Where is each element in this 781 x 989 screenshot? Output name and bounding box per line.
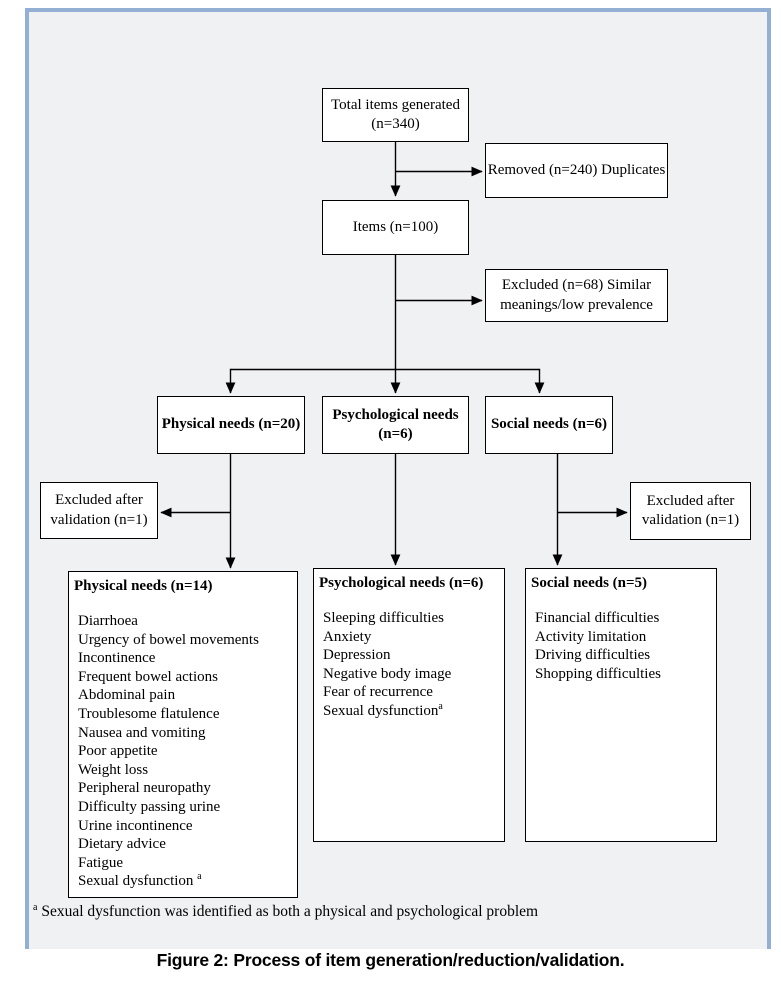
list-item: Troublesome flatulence [78,705,220,722]
flow-box-physical-needs [157,396,305,454]
flow-box-excluded-left [40,482,158,539]
flow-box-label: Physical needs (n=20) [161,416,301,433]
flow-box-title: Psychological needs (n=6) [319,575,484,591]
social-needs-list [531,609,712,683]
flow-box-removed-duplicates [485,143,668,198]
flow-box-psychological-needs [322,396,469,454]
list-item: Negative body image [323,665,452,682]
footnote-text: Sexual dysfunction was identified as both a physical and psychological problem [41,903,539,920]
list-item: Sleeping difficulties [323,610,444,626]
list-item: Abdominal pain [78,687,176,704]
list-item: Driving difficulties [535,647,651,664]
footnote [33,903,538,921]
list-item: Excluded (n=68) Similar [501,277,652,294]
footnote-marker: a [33,901,38,913]
physical-needs-list [74,612,293,891]
list-item: Weight loss [78,761,149,778]
list-item: Depression [323,647,391,664]
flow-box-physical-final [68,571,298,898]
flow-box-excluded-similar [485,269,668,322]
list-item: validation (n=1) [641,512,740,528]
list-item: Frequent bowel actions [78,668,218,685]
list-item: Activity limitation [535,628,647,645]
flow-box-title: Physical needs (n=14) [74,578,213,594]
list-item: (n=340) [371,116,420,132]
figure-caption-text: Process of item generation/reduction/validation. [233,950,625,970]
list-item: Nausea and vomiting [78,724,206,741]
list-item: Fear of recurrence [323,684,433,701]
list-item: Urine incontinence [78,817,193,834]
list-item: Excluded after [646,492,735,509]
list-item: Dietary advice [78,836,166,853]
list-item: Anxiety [323,628,372,645]
list-item: Total items generated [331,96,460,113]
figure-caption [0,950,781,971]
list-item: Financial difficulties [535,610,660,626]
flow-box-label: Social needs (n=6) [490,416,608,433]
list-item: Shopping difficulties [535,665,661,682]
list-item: Sexual dysfunction $^a$ [78,871,202,890]
flow-box-label: Items (n=100) [352,218,439,235]
list-item: Fatigue [78,854,123,871]
list-item: validation (n=1) [50,511,148,528]
list-item: Psychological needs [332,406,459,423]
flow-box-social-needs [485,396,613,454]
list-item: Sexual dysfunction$^a$ [323,700,443,719]
flow-box-social-final [525,568,717,842]
list-item: Excluded after [55,492,143,509]
flow-box-excluded-right [630,482,751,540]
list-item: Difficulty passing urine [78,798,221,815]
flow-box-label: Removed (n=240) Duplicates [487,161,666,178]
list-item: (n=6) [378,426,413,442]
list-item: meanings/low prevalence [500,296,653,313]
flow-box-total-items [322,88,469,142]
list-item: Diarrhoea [78,613,138,629]
list-item: Poor appetite [78,743,158,760]
flow-box-title: Social needs (n=5) [531,575,648,591]
list-item: Peripheral neuropathy [78,780,211,797]
list-item: Incontinence [78,650,156,667]
flow-box-psychological-final [313,568,505,842]
list-item: Urgency of bowel movements [78,631,259,648]
psychological-needs-list [319,609,500,721]
flow-box-items [322,200,469,255]
figure-caption-label: Figure 2: [156,950,229,970]
